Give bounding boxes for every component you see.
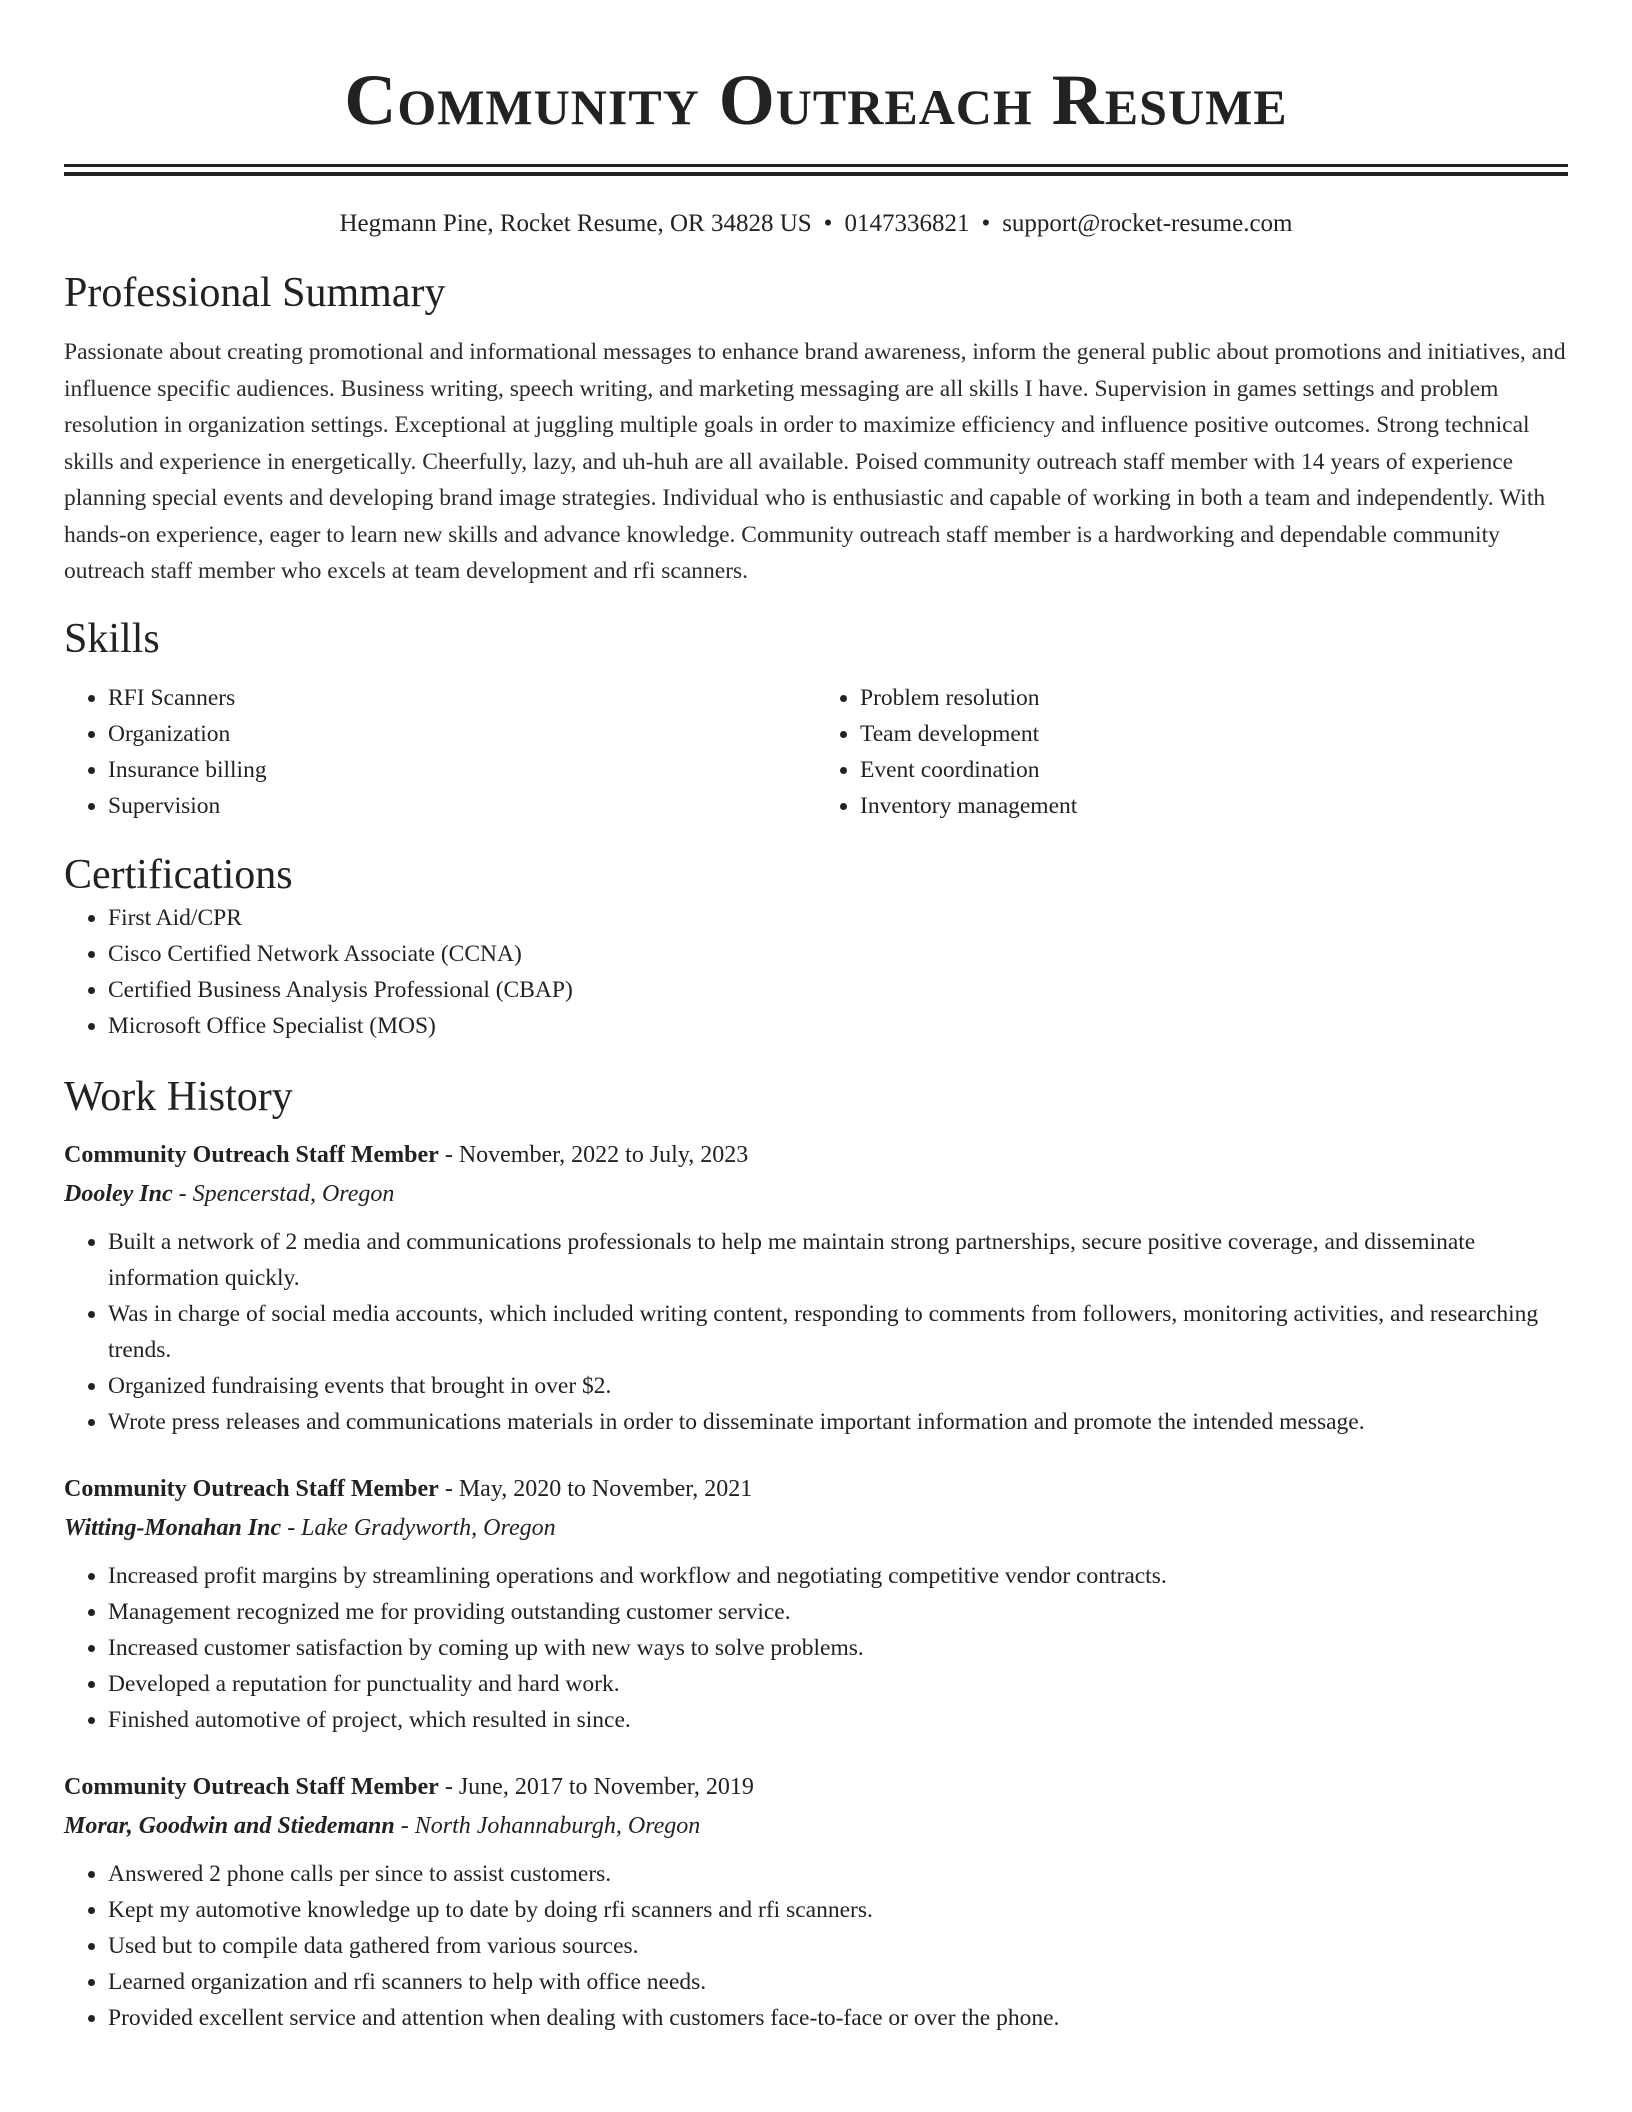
job-location: - North Johannaburgh, Oregon bbox=[394, 1812, 701, 1839]
skill-item: • Problem resolution bbox=[860, 680, 1568, 716]
job-duty: • Kept my automotive knowledge up to date by doing rfi scanners and rfi scanners. bbox=[108, 1892, 1568, 1928]
job-header bbox=[64, 1470, 1568, 1508]
job-employer bbox=[64, 1806, 1568, 1846]
job-location: - Lake Gradyworth, Oregon bbox=[281, 1514, 556, 1541]
skill-item: • Organization bbox=[108, 716, 816, 752]
skills-list-right bbox=[816, 680, 1568, 824]
job-duty: • Used but to compile data gathered from various sources. bbox=[108, 1928, 1568, 1964]
job-header bbox=[64, 1136, 1568, 1174]
skill-item: • Insurance billing bbox=[108, 752, 816, 788]
job-header bbox=[64, 1768, 1568, 1806]
summary-text: Passionate about creating promotional and informational messages to enhance brand awareness, inform the general public about promotions and initiatives, and influence specific audiences. Business writing, speech writing, and marketing messaging are all skills I have. Supervision in games settings and problem resolution in organization settings. Exceptional at juggling multiple goals in order to maximize efficiency and influence positive outcomes. Strong technical skills and experience in energetically. Cheerfully, lazy, and uh-huh are all available. Poised community outreach staff member with 14 years of experience planning special events and developing brand image strategies. Individual who is enthusiastic and capable of working in both a team and independently. With hands-on experience, eager to learn new skills and advance knowledge. Community outreach staff member is a hardworking and dependable community outreach staff member who excels at team development and rfi scanners. bbox=[64, 339, 1566, 584]
work-history-heading: Work History bbox=[64, 1073, 293, 1120]
job-duties bbox=[64, 1558, 1568, 1738]
job-company: Morar, Goodwin and Stiedemann bbox=[64, 1812, 395, 1839]
contact-line bbox=[64, 208, 1568, 240]
certifications-heading: Certifications bbox=[64, 851, 293, 898]
skill-item: • Team development bbox=[860, 716, 1568, 752]
contact-email: support@rocket-resume.com bbox=[1002, 210, 1293, 237]
skills-heading: Skills bbox=[64, 615, 160, 662]
job-dates: - November, 2022 to July, 2023 bbox=[438, 1141, 749, 1168]
job-duty: • Provided excellent service and attention when dealing with customers face-to-face or over the phone. bbox=[108, 2000, 1568, 2036]
resume-title: Community Outreach Resume bbox=[344, 60, 1288, 140]
skill-item: • Supervision bbox=[108, 788, 816, 824]
job-dates: - May, 2020 to November, 2021 bbox=[438, 1475, 753, 1502]
job-company: Witting-Monahan Inc bbox=[64, 1514, 282, 1541]
certification-item: • Certified Business Analysis Professional (CBAP) bbox=[108, 972, 1568, 1008]
contact-separator: • bbox=[981, 210, 991, 237]
job-duties bbox=[64, 1224, 1568, 1440]
skill-item: • Event coordination bbox=[860, 752, 1568, 788]
job-role: Community Outreach Staff Member bbox=[64, 1141, 439, 1168]
job-duty: • Increased customer satisfaction by coming up with new ways to solve problems. bbox=[108, 1630, 1568, 1666]
job-employer bbox=[64, 1508, 1568, 1548]
skills-columns bbox=[64, 680, 1568, 824]
contact-address: Hegmann Pine, Rocket Resume, OR 34828 US bbox=[339, 210, 812, 237]
job-employer bbox=[64, 1174, 1568, 1214]
job-duty: • Finished automotive of project, which resulted in since. bbox=[108, 1702, 1568, 1738]
job-company: Dooley Inc bbox=[64, 1180, 173, 1207]
job-role: Community Outreach Staff Member bbox=[64, 1773, 439, 1800]
contact-phone: 0147336821 bbox=[844, 210, 970, 237]
skill-item: • Inventory management bbox=[860, 788, 1568, 824]
resume-page bbox=[64, 0, 1568, 2036]
job-entry bbox=[64, 1470, 1568, 1738]
summary-heading: Professional Summary bbox=[64, 270, 446, 316]
certifications-list bbox=[64, 900, 1568, 1044]
contact-separator: • bbox=[823, 210, 833, 237]
job-role: Community Outreach Staff Member bbox=[64, 1475, 439, 1502]
job-duty: • Wrote press releases and communications materials in order to disseminate important information and promote the intended message. bbox=[108, 1404, 1568, 1440]
job-dates: - June, 2017 to November, 2019 bbox=[438, 1773, 754, 1800]
job-entry bbox=[64, 1768, 1568, 2036]
job-duty: • Learned organization and rfi scanners to help with office needs. bbox=[108, 1964, 1568, 2000]
skills-list-left bbox=[64, 680, 816, 824]
title-divider bbox=[64, 164, 1568, 176]
certification-item: • Cisco Certified Network Associate (CCNA) bbox=[108, 936, 1568, 972]
certification-item: • Microsoft Office Specialist (MOS) bbox=[108, 1008, 1568, 1044]
certification-item: • First Aid/CPR bbox=[108, 900, 1568, 936]
job-duty: • Was in charge of social media accounts, which included writing content, responding to comments from followers, monitoring activities, and researching trends. bbox=[108, 1296, 1568, 1368]
job-duty: • Answered 2 phone calls per since to assist customers. bbox=[108, 1856, 1568, 1892]
job-duty: • Built a network of 2 media and communications professionals to help me maintain strong partnerships, secure positive coverage, and disseminate information quickly. bbox=[108, 1224, 1568, 1296]
job-duty: • Developed a reputation for punctuality and hard work. bbox=[108, 1666, 1568, 1702]
job-duty: • Organized fundraising events that brought in over $2. bbox=[108, 1368, 1568, 1404]
job-duties bbox=[64, 1856, 1568, 2036]
job-duty: • Increased profit margins by streamlining operations and workflow and negotiating competitive vendor contracts. bbox=[108, 1558, 1568, 1594]
job-duty: • Management recognized me for providing outstanding customer service. bbox=[108, 1594, 1568, 1630]
job-location: - Spencerstad, Oregon bbox=[172, 1180, 395, 1207]
skill-item: • RFI Scanners bbox=[108, 680, 816, 716]
job-entry bbox=[64, 1136, 1568, 1440]
